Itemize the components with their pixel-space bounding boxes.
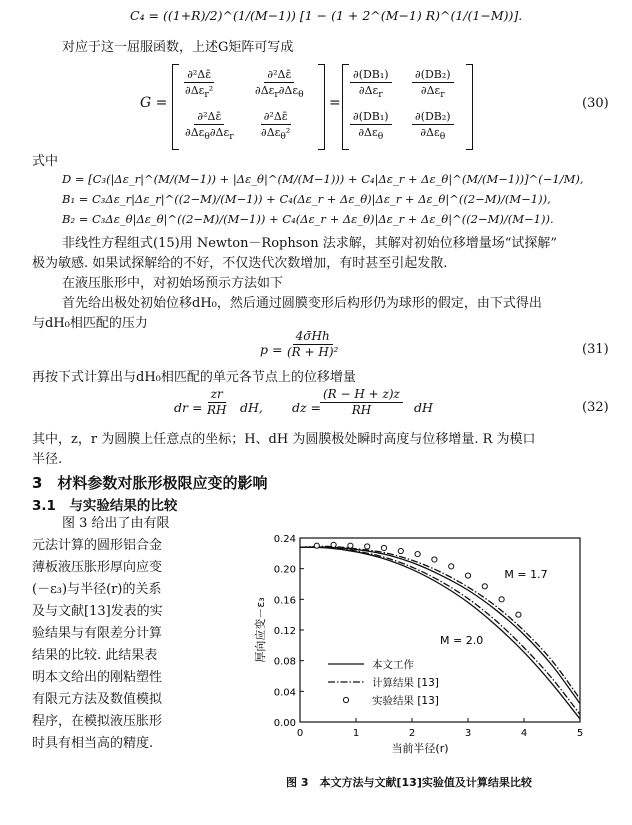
plot-frame: [300, 538, 580, 722]
experimental-point: [381, 545, 386, 550]
matrix-b22: $\frac{\text{∂(DB₂)}}{\partial\Delta\varepsilon_\theta}$: [412, 110, 454, 143]
experimental-point: [449, 564, 454, 569]
equation-number-30: (30): [582, 96, 609, 111]
x-axis-label: 当前半径(r): [391, 742, 449, 755]
where-label: 式中: [32, 154, 59, 169]
experimental-point: [499, 597, 504, 602]
x-tick-label: 0: [296, 728, 304, 739]
experimental-point: [415, 552, 420, 557]
equation-b2: B₂ = C₃Δε_θ|Δε_θ|^((2−M)/(M−1)) + C₄(Δε_r + Δε_θ)|Δε_r + Δε_θ|^((2−M)/(M−1)).: [62, 212, 554, 226]
body-line-2: 元法计算的圆形铝合金: [32, 538, 163, 553]
x-tick-label: 1: [352, 728, 360, 739]
matrix-a22: $\frac{\text{∂²Δε̄}}{\partial\Delta\varepsilon_\theta^2}$: [261, 110, 291, 143]
body-line-8: 明本文给出的刚粘塑性: [32, 670, 163, 685]
eq32-num1: zr: [208, 388, 226, 403]
y-tick-label: 0.04: [273, 687, 296, 699]
matrix-lhs: G =: [140, 95, 168, 111]
experimental-point: [348, 543, 353, 548]
experimental-point: [516, 612, 521, 617]
experimental-point: [432, 557, 437, 562]
matrix-a21: $\frac{\text{∂²Δε̄}}{\partial\Delta\varepsilon_\theta\partial\Delta\varepsilon_r}$: [185, 110, 234, 143]
paragraph-initial-line1: 首先给出极处初始位移dH₀，然后通过圆膜变形后构形仍为球形的假定，由下式得出: [62, 296, 542, 311]
y-tick-label: 0.08: [273, 656, 296, 668]
paragraph-where-line2: 半径.: [32, 452, 63, 467]
eq32-dz: dz =: [292, 400, 322, 415]
section-3-heading: 3 材料参数对胀形极限应变的影响: [32, 474, 268, 492]
body-line-10: 程序，在模拟液压胀形: [32, 714, 163, 729]
axes: [300, 538, 580, 722]
eq31-lhs: p =: [260, 342, 283, 357]
experimental-point: [314, 543, 319, 548]
eq32-dh1: dH,: [240, 400, 263, 415]
paragraph-newton-line1: 非线性方程组式(15)用 Newton－Rophson 法求解，其解对初始位移增量场“试探解”: [62, 236, 558, 251]
legend-label: 实验结果 [13]: [372, 695, 439, 707]
equation-b1: B₁ = C₃Δε_r|Δε_r|^((2−M)/(M−1)) + C₄(Δε_r + Δε_θ)|Δε_r + Δε_θ|^((2−M)/(M−1)),: [62, 192, 551, 206]
matrix-a12: $\frac{\text{∂²Δε̄}}{\partial\Delta\varepsilon_r\partial\Delta\varepsilon_\theta}$: [255, 68, 304, 101]
y-tick-label: 0.12: [273, 626, 296, 637]
experimental-point: [465, 573, 470, 578]
eq31-numerator: 4σ̄Hh: [293, 330, 333, 345]
paragraph-displacement: 再按下式计算出与dH₀相匹配的单元各节点上的位移增量: [32, 370, 356, 385]
eq32-den1: RH: [207, 403, 227, 417]
figure-3-caption: 图 3 本文方法与文献[13]实验值及计算结果比较: [286, 776, 532, 789]
body-line-7: 结果的比较. 此结果表: [32, 648, 158, 663]
x-tick-label: 3: [464, 728, 472, 739]
paragraph-where-line1: 其中，z，r 为圆膜上任意点的坐标；H、dH 为圆膜极处瞬时高度与位移增量. R 为模口: [32, 432, 536, 447]
y-tick-label: 0.16: [273, 595, 296, 607]
body-line-4: (－ε₃)与半径(r)的关系: [32, 582, 162, 597]
experimental-point: [398, 548, 403, 553]
paragraph-initial-line2: 与dH₀相匹配的压力: [32, 316, 148, 331]
y-tick-label: 0.20: [273, 564, 296, 576]
paragraph-newton-line2: 极为敏感. 如果试探解给的不好，不仅迭代次数增加，有时甚至引起发散.: [32, 256, 448, 271]
left-bracket-1: [172, 64, 179, 150]
experimental-point: [482, 584, 487, 589]
annotation-m-2-0: M = 2.0: [440, 633, 484, 647]
figure-3-chart: [250, 528, 600, 770]
annotation-m-1-7: M = 1.7: [504, 567, 548, 581]
matrix-b11: $\frac{\text{∂(DB₁)}}{\partial\Delta\varepsilon_r}$: [350, 68, 392, 101]
eq32-den2: RH: [351, 403, 372, 417]
experimental-point: [365, 544, 370, 549]
x-tick-label: 2: [408, 728, 416, 739]
left-bracket-2: [342, 64, 349, 150]
eq32-dr: dr =: [174, 400, 203, 415]
y-axis-label: 厚向应变－ε₃: [254, 597, 267, 663]
experimental-point: [331, 542, 336, 547]
equation-c4: C₄ = ((1+R)/2)^(1/(M−1)) [1 − (1 + 2^(M−1) R)^(1/(1−M))].: [130, 8, 523, 23]
body-line-9: 有限元方法及数值模拟: [32, 692, 163, 707]
body-line-6: 验结果与有限差分计算: [32, 626, 163, 641]
section-3-1-heading: 3.1 与实验结果的比较: [32, 498, 178, 514]
body-line-1: 图 3 给出了由有限: [62, 516, 170, 531]
eq32-num2: (R − H + z)z: [320, 388, 403, 403]
legend: [328, 658, 439, 707]
eq31-denominator: (R + H)²: [287, 345, 339, 359]
ticks: [274, 534, 583, 739]
legend-label: 本文工作: [372, 659, 414, 671]
body-line-5: 及与文献[13]发表的实: [32, 604, 163, 619]
intro-g-text: 对应于这一屈服函数，上述G矩阵可写成: [62, 40, 294, 55]
matrix-b12: $\frac{\text{∂(DB₂)}}{\partial\Delta\varepsilon_r}$: [412, 68, 454, 101]
matrix-b21: $\frac{\text{∂(DB₁)}}{\partial\Delta\varepsilon_\theta}$: [350, 110, 392, 143]
matrix-a11: $\frac{\text{∂²Δε̄}}{\partial\Delta\varepsilon_r^2}$: [185, 68, 214, 101]
legend-swatch-circle: [343, 697, 348, 702]
legend-label: 计算结果 [13]: [372, 677, 439, 689]
right-bracket-1: [318, 64, 325, 150]
eq32-dh2: dH: [414, 400, 433, 415]
x-tick-label: 5: [576, 728, 584, 739]
equation-number-32: (32): [582, 400, 609, 415]
equation-d: D = [C₃(|Δε_r|^(M/(M−1)) + |Δε_θ|^(M/(M−1))) + C₄|Δε_r + Δε_θ|^(M/(M−1))]^(−1/M),: [62, 172, 584, 186]
y-tick-label: 0.24: [273, 534, 296, 545]
right-bracket-2: [466, 64, 473, 150]
paragraph-hydraulic: 在液压胀形中，对初始场预示方法如下: [62, 276, 284, 291]
x-tick-label: 4: [520, 728, 528, 739]
equation-number-31: (31): [582, 342, 609, 357]
body-line-3: 薄板液压胀形厚向应变: [32, 560, 163, 575]
body-line-11: 时具有相当高的精度.: [32, 736, 154, 751]
y-tick-label: 0.00: [273, 718, 296, 729]
